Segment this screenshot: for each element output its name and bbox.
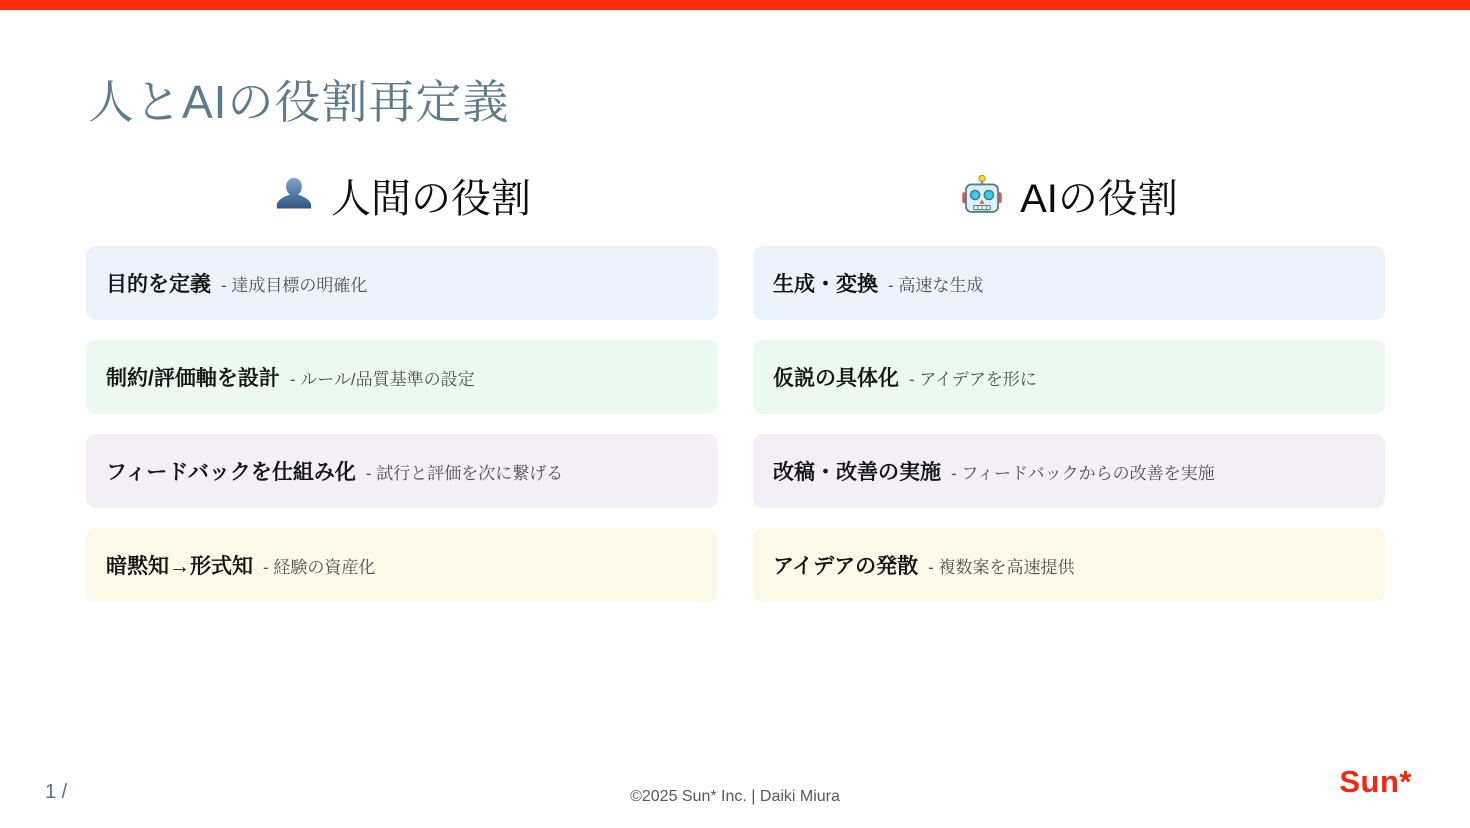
card-human-feedback-system [86,434,718,508]
column-human-role [86,160,718,622]
card-desc: - ルール/品質基準の設定 [289,369,475,389]
card-desc: - アイデアを形に [909,369,1037,389]
card-title: 仮説の具体化 [773,367,899,390]
card-title: フィードバックを仕組み化 [106,461,356,484]
accent-top-bar [0,0,1470,10]
card-desc: - 試行と評価を次に繋げる [365,463,564,483]
page-number: 1 / [45,781,68,803]
card-ai-generate-transform [753,246,1385,320]
card-desc: - 複数案を高速提供 [928,557,1075,577]
card-human-design-constraints [86,340,718,414]
sun-logo: Sun* [1339,764,1412,799]
roles-columns [86,160,1385,622]
page-title: 人とAIの役割再定義 [88,76,510,128]
copyright-text: ©2025 Sun* Inc. | Daiki Miura [630,788,840,805]
person-icon [273,174,315,216]
card-title: 生成・変換 [773,273,878,296]
card-human-define-purpose [86,246,718,320]
card-title: アイデアの発散 [773,555,919,578]
card-desc: - 達成目標の明確化 [221,275,368,295]
card-human-tacit-to-explicit [86,528,718,602]
card-title: 目的を定義 [106,273,211,296]
ai-role-header [753,160,1385,230]
card-desc: - フィードバックからの改善を実施 [951,463,1215,483]
ai-role-header-label: AIの役割 [1020,176,1178,221]
human-role-header [86,160,718,230]
card-title: 制約/評価軸を設計 [106,367,280,390]
human-role-header-label: 人間の役割 [331,176,531,221]
column-ai-role [753,160,1385,622]
card-desc: - 高速な生成 [888,275,984,295]
robot-icon [960,173,1004,217]
card-title: 改稿・改善の実施 [773,461,941,484]
card-ai-revise-improve [753,434,1385,508]
card-title: 暗黙知→形式知 [106,555,253,578]
card-ai-idea-divergence [753,528,1385,602]
card-ai-concretize-hypothesis [753,340,1385,414]
card-desc: - 経験の資産化 [263,557,376,577]
